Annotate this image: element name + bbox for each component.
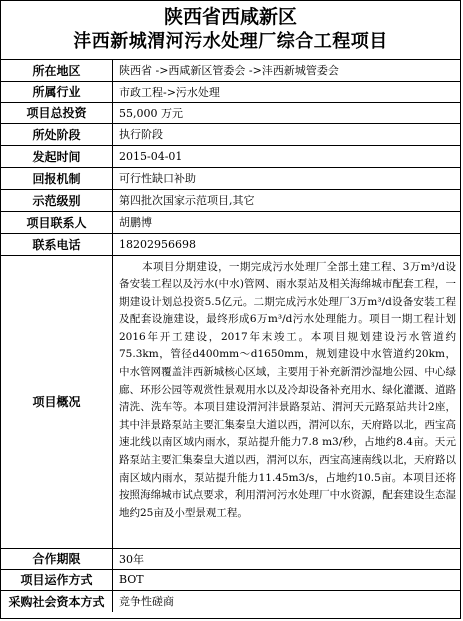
row-value-start-date: 2015-04-01: [113, 145, 461, 167]
document-title: [1, 1, 460, 60]
table-row: [1, 233, 460, 255]
table-row: [1, 123, 460, 145]
row-value-industry: 市政工程->污水处理: [113, 81, 461, 102]
row-value-overview: [113, 255, 461, 548]
title-line-1: 陕西省西咸新区: [163, 6, 297, 28]
table-row: [1, 145, 460, 167]
title-line-2: 沣西新城渭河污水处理厂综合工程项目: [73, 31, 388, 52]
row-value-region: 陕西省 ->西咸新区管委会 ->沣西新城管委会: [113, 60, 461, 81]
table-row: [1, 590, 460, 612]
project-info-table: [1, 60, 460, 612]
overview-text: 本项目分期建设，一期完成污水处理厂全部土建工程、3万m³/d设备安装工程以及污水(中水)管网、雨水泵站及相关海绵城市配套工程，一期建设计划总投资5.5亿元。二期完成污水处理厂3万m³/d设备安装工程及配套设施建设，最终形成6万m³/d污水处理能力。项目一期工程计划2016年开工建设，2017年末竣工。本项目规划建设污水管道约75.3km，管径d400mm～d1650mm，规划建设中水管道约20km，中水管网覆盖沣西新城核心区域，主要用于补充新渭沙湿地公园、中心绿廊、环形公园等观赏性景观用水以及冷却设备补充用水、绿化灌溉、道路清洗、洗车等。本项目建设渭河沣景路泵站、渭河天元路泵站共计2座，其中沣景路泵站主要汇集秦皇大道以西，渭河以东，天府路以北，西宝高速北线以南区域内雨水，泵站提升能力7.8 m3/秒，占地约8.4亩。天元路泵站主要汇集秦皇大道以西，渭河以东，西宝高速南线以北，天府路以南区域内雨水，泵站提升能力11.45m3/s，占地约10.5亩。本项目还将按照海绵城市试点要求，利用渭河污水处理厂中水资源，配套建设生态湿地约25亩及小型景观工程。: [119, 260, 456, 519]
row-label-procurement: 采购社会资本方式: [1, 590, 113, 612]
row-label-demo-level: 示范级别: [1, 189, 113, 211]
row-value-procurement: 竞争性磋商: [113, 590, 461, 612]
table-row: [1, 102, 460, 123]
table-row: [1, 255, 460, 548]
row-label-operation-mode: 项目运作方式: [1, 569, 113, 590]
row-label-region: 所在地区: [1, 60, 113, 81]
row-value-contact: 胡鹏博: [113, 211, 461, 233]
table-row: [1, 81, 460, 102]
row-label-investment: 项目总投资: [1, 102, 113, 123]
row-label-return-mechanism: 回报机制: [1, 167, 113, 189]
table-row: [1, 569, 460, 590]
table-row: [1, 189, 460, 211]
table-row: [1, 548, 460, 569]
row-label-stage: 所处阶段: [1, 123, 113, 145]
row-label-term: 合作期限: [1, 548, 113, 569]
row-value-return-mechanism: 可行性缺口补助: [113, 167, 461, 189]
table-row: [1, 60, 460, 81]
row-label-industry: 所属行业: [1, 81, 113, 102]
table-row: [1, 167, 460, 189]
row-value-stage: 执行阶段: [113, 123, 461, 145]
row-value-demo-level: 第四批次国家示范项目,其它: [113, 189, 461, 211]
table-row: [1, 211, 460, 233]
row-value-term: 30年: [113, 548, 461, 569]
row-label-phone: 联系电话: [1, 233, 113, 255]
row-value-operation-mode: BOT: [113, 569, 461, 590]
row-label-overview: 项目概况: [1, 255, 113, 548]
row-value-phone: 18202956698: [113, 233, 461, 255]
row-value-investment: 55,000 万元: [113, 102, 461, 123]
row-label-contact: 项目联系人: [1, 211, 113, 233]
row-label-start-date: 发起时间: [1, 145, 113, 167]
